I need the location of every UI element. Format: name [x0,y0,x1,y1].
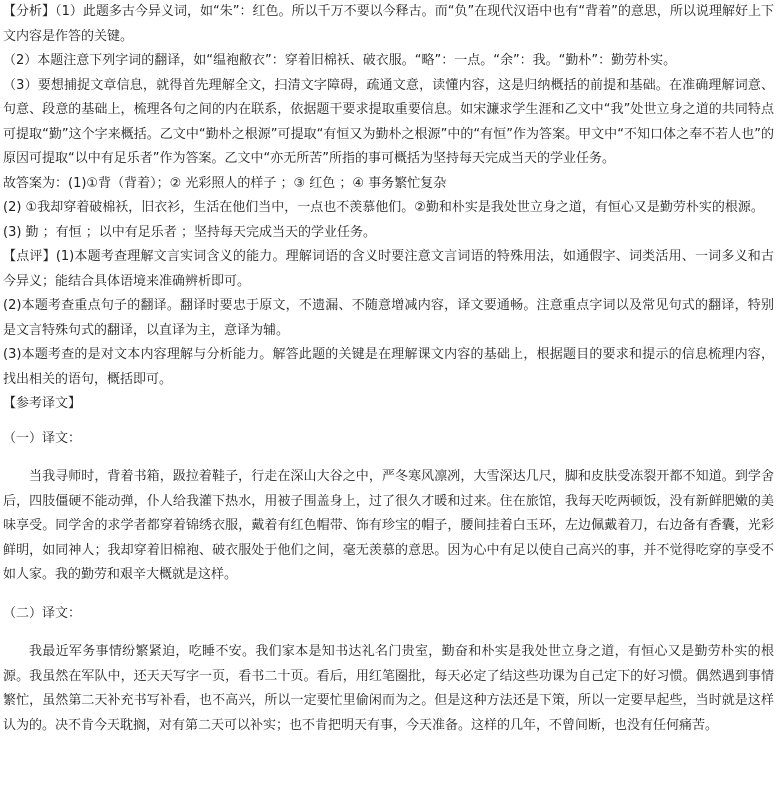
comment-part-1: 【点评】(1)本题考查理解文言实词含义的能力。理解词语的含义时要注意文言词语的特殊用法，如通假字、词类活用、一词多义和古今异义；能结合具体语境来准确辨析即可。 [3,249,774,289]
comment-part-3: (3)本题考查的是对文本内容理解与分析能力。解答此题的关键是在理解课文内容的基础上，根据题目的要求和提示的信息梳理内容，找出相关的语句，概括即可。 [3,347,774,387]
answer-2: (2) ①我却穿着破棉袄，旧衣衫，生活在他们当中，一点也不羡慕他们。②勤和朴实是我处世立身之道，有恒心又是勤劳朴实的根源。 [3,200,764,215]
translation-one-body: 当我寻师时，背着书箱，趿拉着鞋子，行走在深山大谷之中，严冬寒风凛冽，大雪深达几尺，脚和皮肤受冻裂开都不知道。到学舍后，四肢僵硬不能动弹，仆人给我灌下热水，用被子围盖身上，过了很久才暖和过来。住在旅馆，我每天吃两顿饭，没有新鲜肥嫩的美味享受。同学舍的求学者都穿着锦绣衣服，戴着有红色帽带、饰有珍宝的帽子，腰间挂着白玉环，左边佩戴着刀，右边备有香囊，光彩鲜明，如同神人；我却穿着旧棉袍、破衣服处于他们之间，毫无羡慕的意思。因为心中有足以使自己高兴的事，并不觉得吃穿的享受不如人家。我的勤劳和艰辛大概就是这样。 [3,469,774,582]
analysis-part-3: （3）要想捕捉文章信息，就得首先理解全文，扫清文字障碍，疏通文意，读懂内容，这是归纳概括的前提和基础。在准确理解词意、句意、段意的基础上，梳理各句之间的内在联系，依据题干要求提取重要信息。如宋濂求学生涯和乙文中“我”处世立身之道的共同特点可提取“勤”这个字来概括。乙文中“勤朴之根源”可提取“有恒又为勤朴之根源”中的“有恒”作为答案。甲文中“不知口体之奉不若人也”的原因可提取“以中有足乐者”作为答案。乙文中“亦无所苦”所指的事可概括为坚持每天完成当天的学业任务。 [3,77,774,166]
analysis-part-1: 【分析】（1）此题多古今异义词，如“朱”：红色。所以千万不要以今释古。而“负”在现代汉语中也有“背着”的意思，所以说理解好上下文内容是作答的关键。 [3,4,774,44]
comment-part-2: (2)本题考查重点句子的翻译。翻译时要忠于原文，不遗漏、不随意增减内容，译文要通畅。注意重点字词以及常见句式的翻译，特别是文言特殊句式的翻译，以直译为主，意译为辅。 [3,298,774,338]
translation-two-heading: （二）译文： [3,605,82,621]
answer-3: (3) 勤 ；有恒 ；以中有足乐者 ；坚持每天完成当天的学业任务。 [3,224,376,240]
reference-translation-heading: 【参考译文】 [3,396,82,411]
translation-one-heading: （一）译文： [3,430,82,446]
translation-two-body: 我最近军务事情纷繁紧迫，吃睡不安。我们家本是知书达礼名门贵室，勤奋和朴实是我处世立身之道，有恒心又是勤劳朴实的根源。我虽然在军队中，还天天写字一页，看书二十页。看后，用红笔圈批，每天必定了结这些功课为自己定下的好习惯。偶然遇到事情繁忙，虽然第二天补充书写补看，也不高兴，所以一定要忙里偷闲而为之。但是这种方法还是下策，所以一定要早起些，当时就是这样认为的。决不肯今天耽搁，对有第二天可以补实；也不肯把明天有事，今天准备。这样的几年，不曾间断，也没有任何痛苦。 [3,644,774,733]
answer-1: 故答案为：(1)①背（背着）；② 光彩照人的样子 ；③ 红色 ；④ 事务繁忙复杂 [3,175,447,191]
analysis-part-2: （2）本题注意下列字词的翻译，如“缊袍敝衣”：穿着旧棉袄、破衣服。“略”：一点。“余”：我。“勤朴”：勤劳朴实。 [3,53,677,68]
